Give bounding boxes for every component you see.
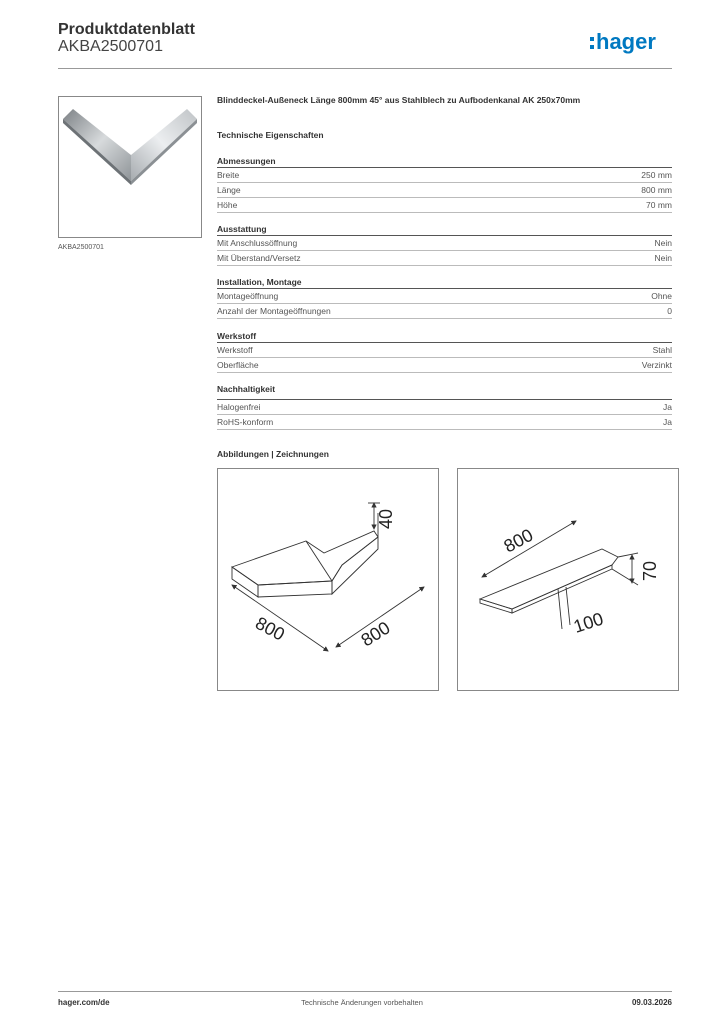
- product-image-frame: [58, 96, 202, 238]
- svg-text:hager: hager: [596, 29, 656, 54]
- dim-label-right: 800: [357, 617, 394, 651]
- spec-value: Nein: [654, 253, 672, 263]
- footer-date: 09.03.2026: [631, 998, 672, 1007]
- spec-row: [217, 304, 672, 319]
- spec-label: Halogenfrei: [217, 402, 261, 412]
- tech-properties-heading: Technische Eigenschaften: [217, 130, 324, 140]
- spec-label: Höhe: [217, 200, 238, 210]
- spec-row: [217, 198, 672, 213]
- dim-label-length: 800: [500, 524, 537, 557]
- spec-row: [217, 183, 672, 198]
- dim-label-height: 70: [640, 560, 660, 581]
- spec-label: Oberfläche: [217, 360, 259, 370]
- corner-drawing: [218, 469, 438, 690]
- spec-label: Breite: [217, 170, 240, 180]
- spec-label: Mit Anschlussöffnung: [217, 238, 298, 248]
- spec-row: [217, 236, 672, 251]
- footer-website-link[interactable]: hager.com/de: [58, 998, 110, 1007]
- section-title: Nachhaltigkeit: [217, 383, 672, 400]
- spec-row: [217, 358, 672, 373]
- header-divider: [58, 68, 672, 69]
- hager-logo: [590, 28, 672, 56]
- spec-value: Ja: [663, 402, 672, 412]
- spec-row: [217, 400, 672, 415]
- spec-label: Werkstoff: [217, 345, 253, 355]
- section-title: Werkstoff: [217, 330, 672, 343]
- footer-divider: [58, 991, 672, 992]
- section-installation: [217, 276, 672, 319]
- section-ausstattung: [217, 223, 672, 266]
- drawing-side-view: [457, 468, 679, 691]
- page-title: Produktdatenblatt: [58, 21, 195, 38]
- spec-value: Stahl: [652, 345, 672, 355]
- side-drawing: [458, 469, 678, 690]
- spec-label: Anzahl der Montageöffnungen: [217, 306, 331, 316]
- product-image: [59, 97, 201, 237]
- spec-row: [217, 289, 672, 304]
- spec-value: Verzinkt: [641, 360, 672, 370]
- footer-note: Technische Änderungen vorbehalten: [301, 998, 423, 1007]
- article-number: AKBA2500701: [58, 38, 163, 55]
- product-description: Blinddeckel-Außeneck Länge 800mm 45° aus Stahlblech zu Aufbodenkanal AK 250x70mm: [217, 95, 581, 105]
- section-title: Ausstattung: [217, 223, 672, 236]
- drawing-corner-view: [217, 468, 439, 691]
- spec-label: Montageöffnung: [217, 291, 279, 301]
- spec-value: Ohne: [651, 291, 672, 301]
- spec-label: RoHS-konform: [217, 417, 274, 427]
- spec-value: 70 mm: [646, 200, 672, 210]
- section-werkstoff: [217, 330, 672, 373]
- section-title: Installation, Montage: [217, 276, 672, 289]
- figures-heading: Abbildungen | Zeichnungen: [217, 449, 329, 459]
- spec-value: 250 mm: [641, 170, 672, 180]
- section-title: Abmessungen: [217, 155, 672, 168]
- spec-row: [217, 251, 672, 266]
- spec-label: Mit Überstand/Versetz: [217, 253, 301, 263]
- dim-label-width: 100: [571, 608, 606, 637]
- section-nachhaltigkeit: [217, 383, 672, 430]
- product-image-caption: AKBA2500701: [58, 244, 104, 251]
- spec-value: 800 mm: [641, 185, 672, 195]
- spec-row: [217, 343, 672, 358]
- dim-label-height: 40: [376, 508, 396, 529]
- spec-value: 0: [667, 306, 672, 316]
- spec-value: Nein: [654, 238, 672, 248]
- spec-value: Ja: [663, 417, 672, 427]
- spec-row: [217, 415, 672, 430]
- spec-label: Länge: [217, 185, 241, 195]
- spec-row: [217, 168, 672, 183]
- dim-label-left: 800: [252, 612, 289, 645]
- section-abmessungen: [217, 155, 672, 213]
